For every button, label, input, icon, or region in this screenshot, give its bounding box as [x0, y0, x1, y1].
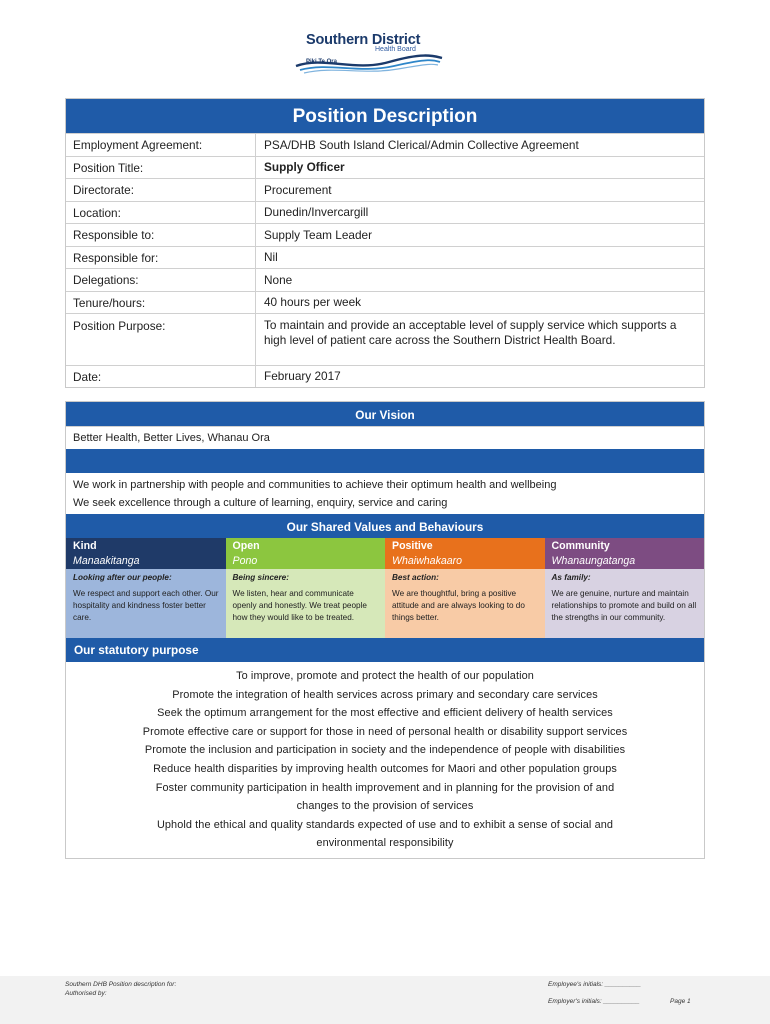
pd-row-responsible-to	[66, 223, 704, 246]
footer-page-number: Page 1	[670, 998, 691, 1005]
pd-value: To maintain and provide an acceptable level of supply service which supports a high level of patient care across the Southern District Health Board.	[264, 318, 677, 347]
pd-label: Location:	[66, 202, 256, 223]
value-behaviour-title: Looking after our people:	[73, 573, 172, 582]
statutory-line: changes to the provision of services	[296, 800, 474, 813]
pd-label: Position Purpose:	[66, 314, 256, 365]
pd-row-position-purpose	[66, 313, 704, 365]
value-header	[226, 538, 386, 569]
pd-label: Responsible to:	[66, 224, 256, 246]
position-description-table	[65, 98, 705, 388]
statutory-line: Foster community participation in health improvement and in planning for the provision of and	[155, 781, 615, 794]
value-header	[385, 538, 545, 569]
sdhb-logo	[294, 30, 444, 72]
value-name: Community	[551, 540, 610, 552]
pd-row-date	[66, 365, 704, 387]
pd-value: PSA/DHB South Island Clerical/Admin Collective Agreement	[264, 137, 579, 152]
value-behaviour-title: As family:	[551, 573, 591, 582]
pd-row-tenure	[66, 291, 704, 313]
logo-title: Southern District	[306, 32, 421, 48]
value-maori-name: Whaiwhakaaro	[392, 555, 463, 567]
statutory-body	[66, 662, 704, 858]
pd-value: Supply Officer	[264, 160, 345, 174]
value-maori-name: Manaakitanga	[73, 555, 140, 567]
pd-value: Procurement	[264, 182, 332, 197]
value-header	[545, 538, 705, 569]
statutory-line: Uphold the ethical and quality standards expected of use and to exhibit a sense of social and	[156, 818, 614, 831]
pd-label: Date:	[66, 366, 256, 387]
vision-line: We work in partnership with people and communities to achieve their optimum health and wellbeing	[73, 479, 557, 491]
value-community	[545, 538, 705, 638]
value-behaviour: We are thoughtful, bring a positive attitude and are always looking to do things better.	[392, 589, 525, 622]
value-positive	[385, 538, 545, 638]
pd-value: February 2017	[264, 369, 341, 383]
statutory-heading: Our statutory purpose	[66, 638, 704, 662]
value-behaviour: We listen, hear and communicate openly and honestly. We treat people how they would like to be treated.	[232, 589, 367, 622]
value-header	[66, 538, 226, 569]
values-columns	[66, 538, 704, 638]
footer-pd-for: Southern DHB Position description for:	[65, 981, 177, 988]
value-behaviour: We respect and support each other. Our hospitality and kindness foster better care.	[73, 589, 219, 622]
footer-authorised-by: Authorised by:	[65, 990, 107, 997]
vision-heading: Our Vision	[66, 402, 704, 426]
vision-line: We seek excellence through a culture of learning, enquiry, service and caring	[73, 497, 448, 509]
pd-value: Supply Team Leader	[264, 227, 372, 242]
value-behaviour: We are genuine, nurture and maintain relationships to promote and build on all the strengths in our community.	[551, 589, 697, 622]
value-name: Positive	[392, 540, 433, 552]
pd-label: Position Title:	[66, 157, 256, 178]
logo-tagline: Piki Te Ora	[306, 59, 337, 65]
pd-value: 40 hours per week	[264, 295, 362, 309]
logo-subtitle: Health Board	[375, 46, 416, 53]
pd-row-directorate	[66, 178, 704, 201]
position-description-title: Position Description	[66, 99, 704, 133]
pd-value: Nil	[264, 250, 278, 264]
value-maori-name: Whanaungatanga	[551, 555, 636, 567]
value-kind	[66, 538, 226, 638]
statutory-line: environmental responsibility	[316, 837, 454, 850]
pd-label: Responsible for:	[66, 247, 256, 268]
value-open	[226, 538, 386, 638]
pd-label: Directorate:	[66, 179, 256, 201]
pd-label: Tenure/hours:	[66, 292, 256, 313]
statutory-line: Reduce health disparities by improving health outcomes for Maori and other population groups	[153, 762, 617, 775]
vision-values-table	[65, 401, 705, 859]
value-behaviour-title: Being sincere:	[232, 573, 289, 582]
pd-row-employment-agreement	[66, 133, 704, 156]
footer-employer-initials: Employer's initials: __________	[548, 998, 640, 1005]
pd-row-position-title	[66, 156, 704, 178]
pd-row-location	[66, 201, 704, 223]
value-name: Open	[232, 540, 260, 552]
statutory-line: Promote the integration of health services across primary and secondary care services	[172, 688, 598, 701]
statutory-line: To improve, promote and protect the health of our population	[236, 670, 534, 682]
value-body	[385, 569, 545, 638]
value-behaviour-title: Best action:	[392, 573, 439, 582]
value-body	[66, 569, 226, 638]
values-heading: Our Shared Values and Behaviours	[66, 514, 704, 538]
vision-statement: Better Health, Better Lives, Whanau Ora	[66, 426, 704, 449]
value-body	[545, 569, 705, 638]
statutory-line: Promote effective care or support for those in need of personal health or disability support services	[142, 725, 628, 738]
value-name: Kind	[73, 540, 97, 552]
pd-label: Employment Agreement:	[66, 134, 256, 156]
pd-value: Dunedin/Invercargill	[264, 205, 369, 219]
pd-value: None	[264, 272, 293, 287]
pd-label: Delegations:	[66, 269, 256, 291]
value-maori-name: Pono	[232, 555, 258, 567]
pd-row-delegations	[66, 268, 704, 291]
value-body	[226, 569, 386, 638]
pd-row-responsible-for	[66, 246, 704, 268]
statutory-line: Seek the optimum arrangement for the most effective and efficient delivery of health services	[157, 707, 613, 720]
statutory-line: Promote the inclusion and participation in society and the independence of people with disabilities	[144, 744, 626, 757]
page-footer	[0, 976, 770, 1024]
vision-divider-bar	[66, 449, 704, 473]
footer-employee-initials: Employee's initials: __________	[548, 981, 642, 988]
